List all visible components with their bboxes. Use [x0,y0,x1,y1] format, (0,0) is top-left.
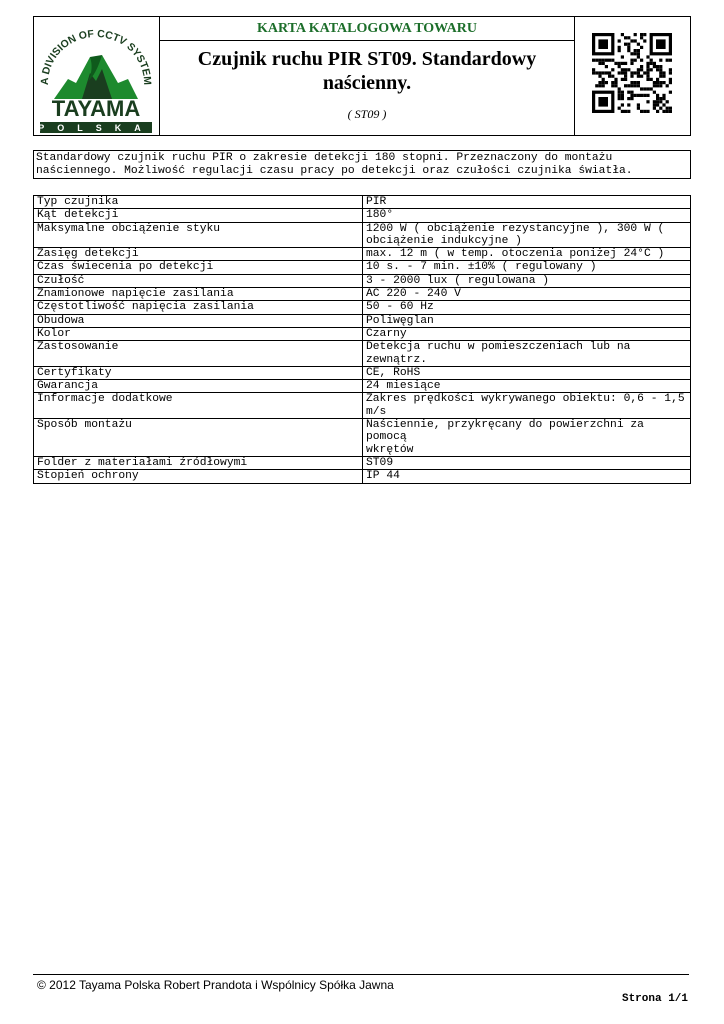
spec-row [34,470,691,483]
spec-value-line: obciążenie indukcyjne ) [366,234,522,247]
spec-key: Certyfikaty [34,366,363,379]
spec-row [34,222,691,248]
spec-value-line: 24 miesiące [366,380,441,393]
logo-arc-text: A DIVISION OF CCTV SYSTEM [38,27,154,86]
spec-value-line: IP 44 [366,470,400,483]
spec-value [363,419,691,457]
spec-key: Zasięg detekcji [34,248,363,261]
title-cell [160,17,574,135]
spec-row [34,341,691,367]
spec-key: Zastosowanie [34,341,363,367]
spec-value-line: 10 s. - 7 min. ±10% ( regulowany ) [366,261,597,274]
spec-value-line: Poliwęglan [366,314,434,327]
spec-row [34,327,691,340]
spec-value [363,456,691,469]
spec-value-line: AC 220 - 240 V [366,288,461,301]
spec-table [33,195,691,484]
spec-value [363,274,691,287]
spec-row [34,314,691,327]
logo-sub: POLSKA [38,123,154,133]
product-title [160,47,574,95]
spec-value [363,341,691,367]
spec-value [363,393,691,419]
spec-value-line: ST09 [366,456,394,469]
page-number: Strona 1/1 [621,993,688,1005]
spec-key: Czułość [34,274,363,287]
spec-value [363,222,691,248]
spec-value-line: 180° [366,209,394,222]
spec-row [34,393,691,419]
description-line2: naściennego. Możliwość regulacji czasu pracy po detekcji oraz czułości czujnika światła. [36,165,633,177]
spec-row [34,261,691,274]
spec-key: Folder z materiałami źródłowymi [34,456,363,469]
spec-row [34,196,691,209]
spec-value [363,248,691,261]
product-code: ( ST09 ) [347,107,387,121]
spec-value [363,327,691,340]
spec-value-line: Detekcja ruchu w pomieszczeniach lub na [366,341,631,354]
spec-value-line: Naściennie, przykręcany do powierzchni za pomocą [366,419,644,444]
spec-row [34,419,691,457]
spec-value [363,470,691,483]
spec-key: Maksymalne obciążenie styku [34,222,363,248]
spec-value [363,196,691,209]
spec-key: Obudowa [34,314,363,327]
spec-key: Kąt detekcji [34,209,363,222]
spec-key: Informacje dodatkowe [34,393,363,419]
logo-cell [34,17,160,135]
spec-row [34,366,691,379]
spec-value-line: Zakres prędkości wykrywanego obiektu: 0,6 - 1,5 [366,393,685,406]
spec-row [34,301,691,314]
logo-brand: TAYAMA [51,96,141,121]
spec-key: Stopień ochrony [34,470,363,483]
spec-value [363,366,691,379]
description-line1: Standardowy czujnik ruchu PIR o zakresie detekcji 180 stopni. Przeznaczony do montażu [36,152,613,164]
product-description [33,150,691,179]
spec-value-line: 1200 W ( obciążenie rezystancyjne ), 300 W ( [366,222,665,235]
spec-key: Sposób montażu [34,419,363,457]
spec-row [34,456,691,469]
spec-row [34,274,691,287]
spec-key: Częstotliwość napięcia zasilania [34,301,363,314]
spec-value-line: 3 - 2000 lux ( regulowana ) [366,274,550,287]
spec-value [363,380,691,393]
spec-value-line: zewnątrz. [366,353,428,366]
spec-value-line: 50 - 60 Hz [366,301,434,314]
spec-key: Znamionowe napięcie zasilania [34,288,363,301]
product-title-line2: naścienny. [322,72,412,94]
qr-cell [574,17,690,135]
spec-value-line: Czarny [366,327,407,340]
spec-key: Typ czujnika [34,196,363,209]
qr-code-icon [592,33,672,113]
spec-value-line: max. 12 m ( w temp. otoczenia poniżej 24°C ) [366,248,665,261]
footer-divider [33,974,689,975]
spec-row [34,288,691,301]
tayama-logo [34,17,158,135]
spec-value [363,261,691,274]
catalog-header [33,16,691,136]
spec-row [34,380,691,393]
product-title-line1: Czujnik ruchu PIR ST09. Standardowy [197,48,537,70]
spec-value-line: m/s [366,405,387,418]
spec-value [363,288,691,301]
spec-value [363,314,691,327]
spec-value-line: PIR [366,196,387,208]
spec-row [34,209,691,222]
spec-value-line: wkrętów [366,443,414,456]
spec-value [363,301,691,314]
spec-key: Gwarancja [34,380,363,393]
spec-key: Czas świecenia po detekcji [34,261,363,274]
spec-value-line: CE, RoHS [366,366,421,379]
spec-value [363,209,691,222]
spec-key: Kolor [34,327,363,340]
spec-row [34,248,691,261]
catalog-title: KARTA KATALOGOWA TOWARU [160,17,574,41]
footer-copyright: © 2012 Tayama Polska Robert Prandota i Wspólnicy Spółka Jawna [37,978,394,992]
